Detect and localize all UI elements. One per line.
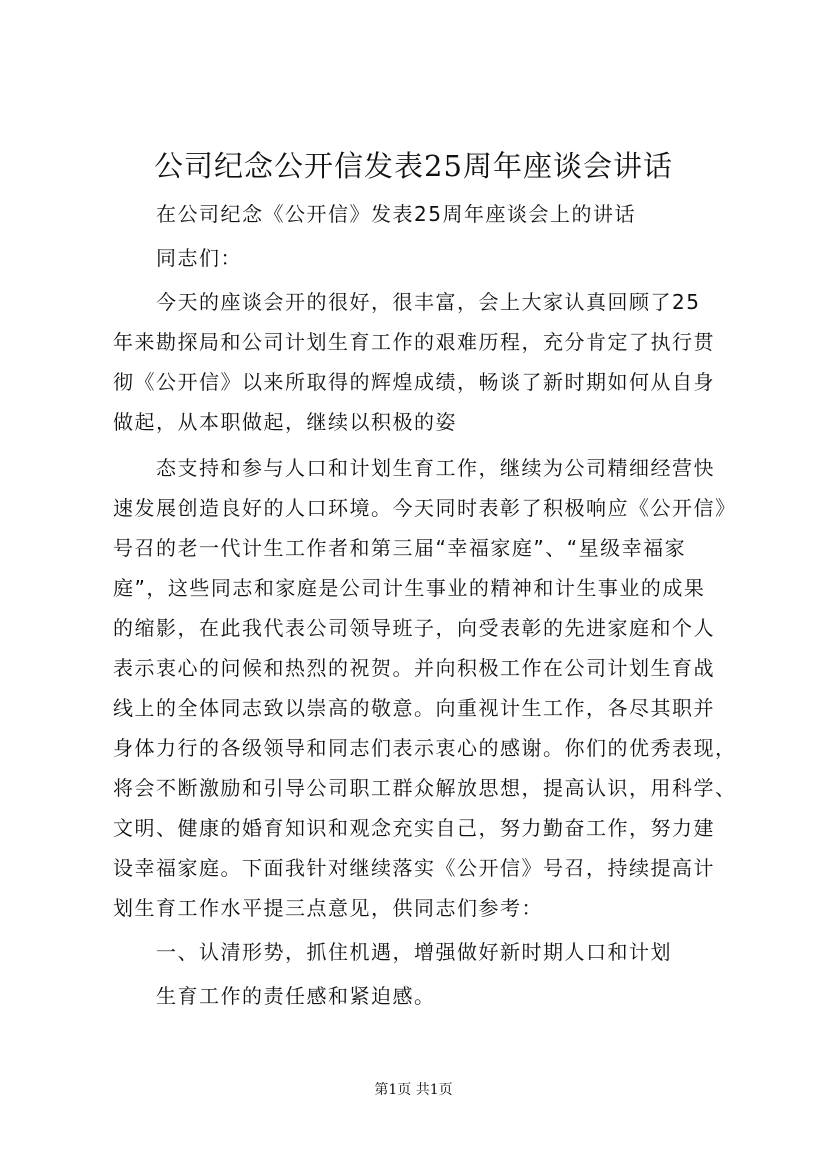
paragraph-line: 速发展创造良好的人口环境。今天同时表彰了积极响应《公开信》 [113, 496, 737, 520]
document-subtitle: 在公司纪念《公开信》发表25周年座谈会上的讲话 [156, 202, 636, 226]
paragraph-line: 年来勘探局和公司计划生育工作的艰难历程，充分肯定了执行贯 [113, 330, 715, 354]
paragraph-line: 划生育工作水平提三点意见，供同志们参考： [113, 896, 543, 920]
paragraph-line: 的缩影，在此我代表公司领导班子，向受表彰的先进家庭和个人 [113, 616, 715, 640]
paragraph-line: 身体力行的各级领导和同志们表示衷心的感谢。你们的优秀表现， [113, 736, 737, 760]
paragraph-line: 庭”，这些同志和家庭是公司计生事业的精神和计生事业的成果 [113, 576, 706, 600]
section-line: 生育工作的责任感和紧迫感。 [156, 984, 436, 1008]
paragraph-line: 今天的座谈会开的很好，很丰富，会上大家认真回顾了25 [156, 290, 701, 314]
page-footer: 第1页 共1页 [374, 1082, 453, 1098]
paragraph-line: 将会不断激励和引导公司职工群众解放思想，提高认识，用科学、 [113, 776, 737, 800]
paragraph-line: 表示衷心的问候和热烈的祝贺。并向积极工作在公司计划生育战 [113, 656, 715, 680]
document-title: 公司纪念公开信发表25周年座谈会讲话 [154, 149, 673, 183]
paragraph-line: 号召的老一代计生工作者和第三届“幸福家庭”、“星级幸福家 [113, 536, 687, 560]
paragraph-line: 设幸福家庭。下面我针对继续落实《公开信》号召，持续提高计 [113, 856, 715, 880]
paragraph-line: 文明、健康的婚育知识和观念充实自己，努力勤奋工作，努力建 [113, 816, 715, 840]
paragraph-line: 彻《公开信》以来所取得的辉煌成绩，畅谈了新时期如何从自身 [113, 370, 715, 394]
salutation: 同志们： [156, 246, 242, 270]
paragraph-line: 线上的全体同志致以崇高的敬意。向重视计生工作，各尽其职并 [113, 696, 715, 720]
section-line: 一、认清形势，抓住机遇，增强做好新时期人口和计划 [156, 940, 672, 964]
paragraph-line: 态支持和参与人口和计划生育工作，继续为公司精细经营快 [156, 456, 715, 480]
paragraph-line: 做起，从本职做起，继续以积极的姿 [113, 410, 457, 434]
